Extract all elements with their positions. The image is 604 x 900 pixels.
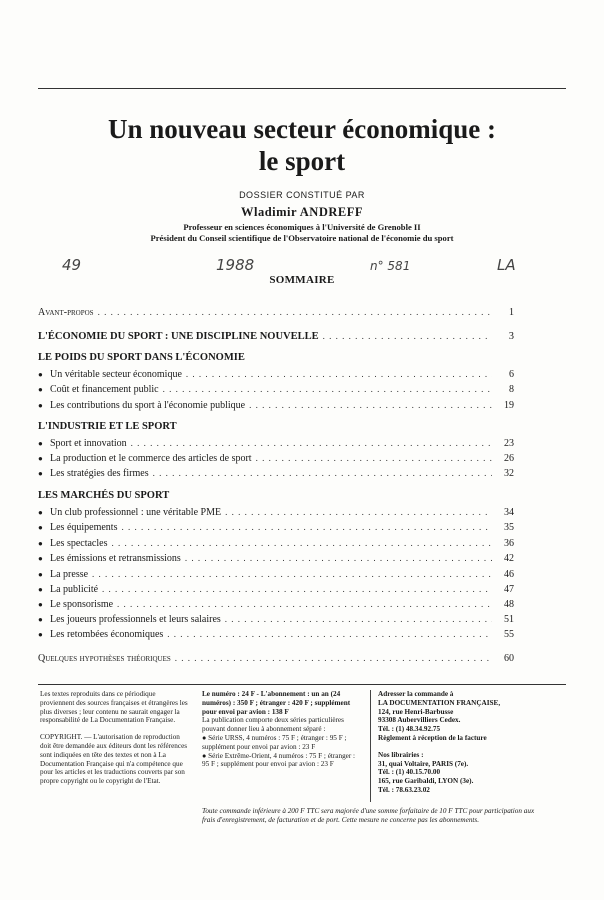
handwritten-note-2: 1988 (216, 256, 255, 274)
leader-dots (256, 453, 492, 463)
bookshop-paris: 31, quai Voltaire, PARIS (7e). (378, 759, 469, 768)
toc-label: Coût et financement public (50, 384, 159, 395)
toc-label: Les émissions et retransmissions (50, 553, 181, 564)
toc-label: Les équipements (50, 522, 118, 533)
toc-label: Les contributions du sport à l'économie publique (50, 400, 246, 411)
toc-entry-economie[interactable] (38, 331, 514, 345)
leader-dots (175, 653, 492, 663)
toc-page: 19 (504, 400, 514, 411)
toc-label: Avant-propos (38, 307, 94, 318)
toc-item[interactable] (38, 614, 514, 628)
title-line-2: le sport (258, 146, 346, 176)
toc-label: Les joueurs professionnels et leurs salaires (50, 614, 221, 625)
leader-dots (225, 507, 492, 517)
toc-item[interactable] (38, 369, 514, 383)
toc-item[interactable] (38, 629, 514, 643)
toc-item[interactable] (38, 538, 514, 552)
toc-label: Les retombées économiques (50, 629, 164, 640)
toc-item[interactable] (38, 453, 514, 467)
toc-entry-avant-propos[interactable] (38, 307, 514, 321)
toc-page: 32 (504, 468, 514, 479)
toc-page: 8 (509, 384, 514, 395)
leader-dots (186, 369, 492, 379)
toc-label: Sport et innovation (50, 438, 127, 449)
bullet-icon: ● (38, 401, 43, 410)
series-urss: ● Série URSS, 4 numéros : 75 F ; étranger : 95 F ; supplément pour envoi par avion : 23 F (202, 733, 347, 751)
toc-page: 35 (504, 522, 514, 533)
order-line: LA DOCUMENTATION FRANÇAISE, (378, 698, 501, 707)
toc-page: 23 (504, 438, 514, 449)
bookshops-heading: Nos librairies : (378, 750, 424, 759)
series-intro: La publication comporte deux séries particulières pouvant donner lieu à abonnement séparé : (202, 716, 344, 734)
title-line-1: Un nouveau secteur économique : (108, 114, 496, 144)
bullet-icon: ● (38, 469, 43, 478)
footer-legal-column (40, 690, 190, 786)
toc-item[interactable] (38, 553, 514, 567)
series-extreme-orient: ● Série Extrême-Orient, 4 numéros : 75 F ; étranger : 95 F ; supplément pour envoi par avion : 23 F (202, 751, 356, 769)
handwritten-note-4: LA (497, 256, 516, 274)
toc-item[interactable] (38, 468, 514, 482)
handwritten-note-1: 49 (62, 256, 82, 274)
toc-item[interactable] (38, 400, 514, 414)
toc-item[interactable] (38, 507, 514, 521)
order-line: Règlement à réception de la facture (378, 733, 487, 742)
bullet-icon: ● (38, 523, 43, 532)
order-line: 93308 Aubervilliers Cedex. (378, 716, 461, 725)
bullet-icon: ● (38, 615, 43, 624)
copyright-notice: COPYRIGHT. — L'autorisation de reproduction doit être demandée aux éditeurs dont les références sont indiquées en tête des textes et non à La Documentation Française qui n'a compétence que pour les articles et les traductions couverts par son propre copyright ou le copyright de l'Etat. (40, 733, 188, 786)
section-heading-marches: LES MARCHÉS DU SPORT (38, 490, 170, 501)
toc-item[interactable] (38, 599, 514, 613)
author-affiliation-1: Professeur en sciences économiques à l'Université de Grenoble II (183, 222, 421, 232)
bookshop-lyon: 165, rue Garibaldi, LYON (3e). (378, 777, 474, 786)
toc-label: L'ÉCONOMIE DU SPORT : UNE DISCIPLINE NOUVELLE (38, 331, 319, 342)
order-phone: Tél. : (1) 48.34.92.75 (378, 725, 441, 734)
leader-dots (111, 538, 492, 548)
footer-pricing-column (202, 690, 364, 769)
leader-dots (225, 614, 492, 624)
top-rule (38, 88, 566, 89)
toc-page: 48 (504, 599, 514, 610)
leader-dots (323, 331, 492, 341)
toc-page: 47 (504, 584, 514, 595)
author-name: Wladimir ANDREFF (240, 205, 363, 219)
leader-dots (185, 553, 492, 563)
leader-dots (102, 584, 492, 594)
sommaire-heading: SOMMAIRE (269, 274, 335, 286)
bullet-icon: ● (38, 600, 43, 609)
toc-page: 26 (504, 453, 514, 464)
legal-notice: Les textes reproduits dans ce périodique proviennent des sources françaises et étrangères les plus diverses ; leur contenu ne saurait engager la responsabilité de La Documentation Française. (40, 690, 188, 725)
toc-page: 36 (504, 538, 514, 549)
toc-page: 60 (504, 653, 514, 664)
bullet-icon: ● (38, 439, 43, 448)
toc-item[interactable] (38, 438, 514, 452)
toc-item[interactable] (38, 522, 514, 536)
toc-page: 55 (504, 629, 514, 640)
bullet-icon: ● (38, 385, 43, 394)
footer-order-column (378, 690, 528, 795)
dossier-label: DOSSIER CONSTITUÉ PAR (239, 190, 365, 200)
leader-dots (98, 307, 492, 317)
toc-entry-hypotheses[interactable] (38, 653, 514, 667)
handwritten-note-3: n° 581 (370, 259, 411, 273)
toc-label: Les stratégies des firmes (50, 468, 149, 479)
toc-label: Le sponsorisme (50, 599, 114, 610)
bullet-icon: ● (38, 585, 43, 594)
bullet-icon: ● (38, 554, 43, 563)
leader-dots (92, 569, 492, 579)
toc-item[interactable] (38, 569, 514, 583)
leader-dots (167, 629, 492, 639)
order-note: Toute commande inférieure à 200 F TTC sera majorée d'une somme forfaitaire de 10 F TTC pour participation aux frais d'enregistrement, de facturation et de port. Cette mesure ne concerne pas les abonnements. (202, 807, 535, 824)
bookshop-paris-phone: Tél. : (1) 40.15.70.00 (378, 768, 441, 777)
bullet-icon: ● (38, 454, 43, 463)
toc-page: 51 (504, 614, 514, 625)
order-line: Adresser la commande à (378, 690, 454, 698)
toc-item[interactable] (38, 384, 514, 398)
toc-page: 6 (509, 369, 514, 380)
leader-dots (121, 522, 492, 532)
author-affiliation-2: Président du Conseil scientifique de l'Observatoire national de l'économie du sport (150, 233, 454, 243)
leader-dots (249, 400, 492, 410)
toc-page: 46 (504, 569, 514, 580)
bullet-icon: ● (38, 570, 43, 579)
toc-page: 3 (508, 331, 514, 342)
toc-page: 1 (509, 307, 514, 318)
toc-label: La production et le commerce des articles de sport (50, 453, 252, 464)
toc-page: 34 (504, 507, 514, 518)
column-divider (370, 690, 371, 802)
toc-page: 42 (504, 553, 514, 564)
leader-dots (117, 599, 492, 609)
toc-label: Un véritable secteur économique (50, 369, 182, 380)
footer-rule (38, 684, 566, 685)
toc-label: Un club professionnel : une véritable PME (50, 507, 222, 518)
bullet-icon: ● (38, 539, 43, 548)
section-heading-poids: LE POIDS DU SPORT DANS L'ÉCONOMIE (38, 352, 245, 363)
bullet-icon: ● (38, 370, 43, 379)
toc-label: La publicité (50, 584, 99, 595)
bullet-icon: ● (38, 508, 43, 517)
order-line: 124, rue Henri-Barbusse (378, 707, 454, 716)
leader-dots (163, 384, 492, 394)
leader-dots (153, 468, 492, 478)
bullet-icon: ● (38, 630, 43, 639)
toc-label: Quelques hypothèses théoriques (38, 653, 171, 664)
bookshop-lyon-phone: Tél. : 78.63.23.02 (378, 785, 430, 794)
leader-dots (131, 438, 492, 448)
toc-label: La presse (50, 569, 89, 580)
toc-item[interactable] (38, 584, 514, 598)
price-info: Le numéro : 24 F - L'abonnement : un an (24 numéros) : 350 F ; étranger : 420 F ; supplément pour envoi par avion : 138 F (202, 690, 351, 716)
toc-label: Les spectacles (50, 538, 108, 549)
section-heading-industrie: L'INDUSTRIE ET LE SPORT (38, 421, 177, 432)
